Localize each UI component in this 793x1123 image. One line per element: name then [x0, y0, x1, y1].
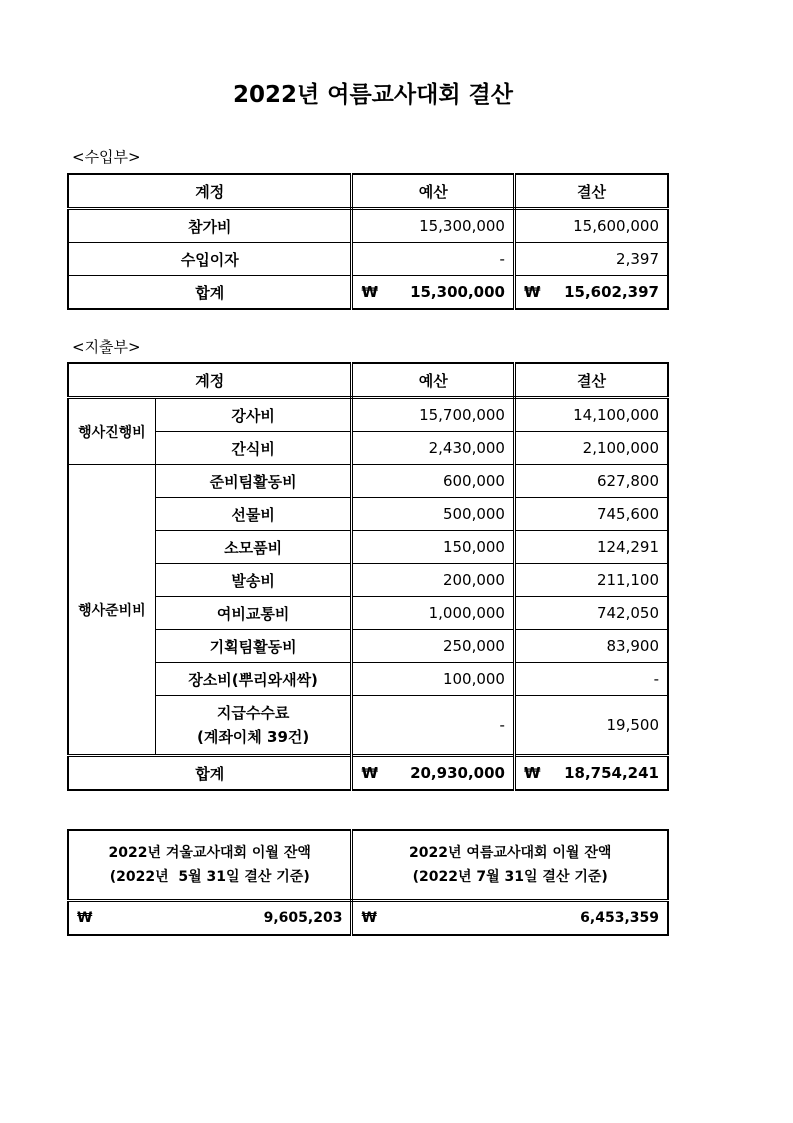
- expense-settlement: 742,050: [514, 597, 668, 630]
- table-row: [68, 630, 668, 663]
- expense-account: 선물비: [155, 498, 352, 531]
- table-row: [68, 498, 668, 531]
- expense-table: [67, 362, 669, 791]
- expense-header-row: [68, 363, 668, 398]
- income-table: [67, 173, 669, 310]
- expense-settlement: 2,100,000: [514, 432, 668, 465]
- balance-left-line1: 2022년 겨울교사대회 이월 잔액: [108, 845, 311, 861]
- expense-section-label: <지출부>: [72, 338, 141, 356]
- table-row: [68, 243, 668, 276]
- expense-settlement: 627,800: [514, 465, 668, 498]
- expense-header-budget: 예산: [352, 363, 515, 398]
- income-header-row: [68, 174, 668, 209]
- balance-table: [67, 829, 669, 936]
- expense-budget: 2,430,000: [352, 432, 515, 465]
- expense-group-name: 행사진행비: [68, 398, 155, 465]
- income-section-label: <수입부>: [72, 148, 141, 166]
- income-header-budget: 예산: [352, 174, 515, 209]
- expense-total-settlement: 18,754,241: [564, 764, 659, 782]
- expense-account: 발송비: [155, 564, 352, 597]
- balance-left-amount-cell: [68, 901, 352, 936]
- expense-total-label: 합계: [68, 756, 352, 791]
- expense-budget: 1,000,000: [352, 597, 515, 630]
- expense-total-budget: 20,930,000: [410, 764, 505, 782]
- expense-account: 강사비: [155, 398, 352, 432]
- expense-group-name: 행사준비비: [68, 465, 155, 756]
- income-total-label: 합계: [68, 276, 352, 310]
- table-row: [68, 209, 668, 243]
- expense-settlement: 14,100,000: [514, 398, 668, 432]
- income-account: 참가비: [68, 209, 352, 243]
- balance-left-header: [68, 830, 352, 901]
- expense-settlement: 124,291: [514, 531, 668, 564]
- balance-header-row: [68, 830, 668, 901]
- expense-total-row: [68, 756, 668, 791]
- expense-budget: 250,000: [352, 630, 515, 663]
- won-sign: ₩: [77, 910, 93, 926]
- income-budget: -: [352, 243, 515, 276]
- income-total-budget-cell: [352, 276, 515, 310]
- income-total-settlement-cell: [514, 276, 668, 310]
- expense-budget: 600,000: [352, 465, 515, 498]
- balance-left-line2: (2022년 5월 31일 결산 기준): [109, 869, 310, 885]
- expense-total-budget-cell: [352, 756, 515, 791]
- balance-right-amount: 6,453,359: [580, 910, 659, 926]
- expense-settlement: 19,500: [514, 696, 668, 756]
- table-row: [68, 531, 668, 564]
- expense-account: 기획팀활동비: [155, 630, 352, 663]
- page-title: 2022년 여름교사대회 결산: [233, 82, 513, 108]
- expense-budget: 150,000: [352, 531, 515, 564]
- table-row: [68, 663, 668, 696]
- expense-settlement: 83,900: [514, 630, 668, 663]
- expense-total-settlement-cell: [514, 756, 668, 791]
- income-total-budget: 15,300,000: [410, 283, 505, 301]
- expense-account: 간식비: [155, 432, 352, 465]
- expense-budget: 500,000: [352, 498, 515, 531]
- balance-right-line2: (2022년 7월 31일 결산 기준): [412, 869, 608, 885]
- income-account: 수입이자: [68, 243, 352, 276]
- income-settlement: 15,600,000: [514, 209, 668, 243]
- expense-account-line2: (계좌이체 39건): [196, 728, 310, 746]
- expense-header-settlement: 결산: [514, 363, 668, 398]
- expense-account: 소모품비: [155, 531, 352, 564]
- table-row: [68, 432, 668, 465]
- expense-account: [155, 696, 352, 756]
- won-sign: ₩: [523, 283, 541, 301]
- income-settlement: 2,397: [514, 243, 668, 276]
- income-total-settlement: 15,602,397: [564, 283, 659, 301]
- expense-budget: -: [352, 696, 515, 756]
- expense-header-account: 계정: [68, 363, 352, 398]
- income-budget: 15,300,000: [352, 209, 515, 243]
- table-row: [68, 597, 668, 630]
- won-sign: ₩: [361, 910, 377, 926]
- table-row: [68, 696, 668, 756]
- expense-budget: 200,000: [352, 564, 515, 597]
- income-header-settlement: 결산: [514, 174, 668, 209]
- expense-settlement: 745,600: [514, 498, 668, 531]
- table-row: [68, 398, 668, 432]
- won-sign: ₩: [361, 283, 378, 301]
- balance-amount-row: [68, 901, 668, 936]
- expense-budget: 100,000: [352, 663, 515, 696]
- expense-account: 장소비(뿌리와새싹): [155, 663, 352, 696]
- income-total-row: [68, 276, 668, 310]
- table-row: [68, 564, 668, 597]
- balance-right-amount-cell: [352, 901, 668, 936]
- expense-account: 준비팀활동비: [155, 465, 352, 498]
- expense-settlement: 211,100: [514, 564, 668, 597]
- won-sign: ₩: [523, 764, 541, 782]
- balance-right-line1: 2022년 여름교사대회 이월 잔액: [409, 845, 612, 861]
- expense-account-line1: 지급수수료: [216, 704, 290, 722]
- income-header-account: 계정: [68, 174, 352, 209]
- balance-right-header: [352, 830, 668, 901]
- expense-account: 여비교통비: [155, 597, 352, 630]
- expense-settlement: -: [514, 663, 668, 696]
- won-sign: ₩: [361, 764, 378, 782]
- expense-budget: 15,700,000: [352, 398, 515, 432]
- balance-left-amount: 9,605,203: [263, 910, 343, 926]
- table-row: [68, 465, 668, 498]
